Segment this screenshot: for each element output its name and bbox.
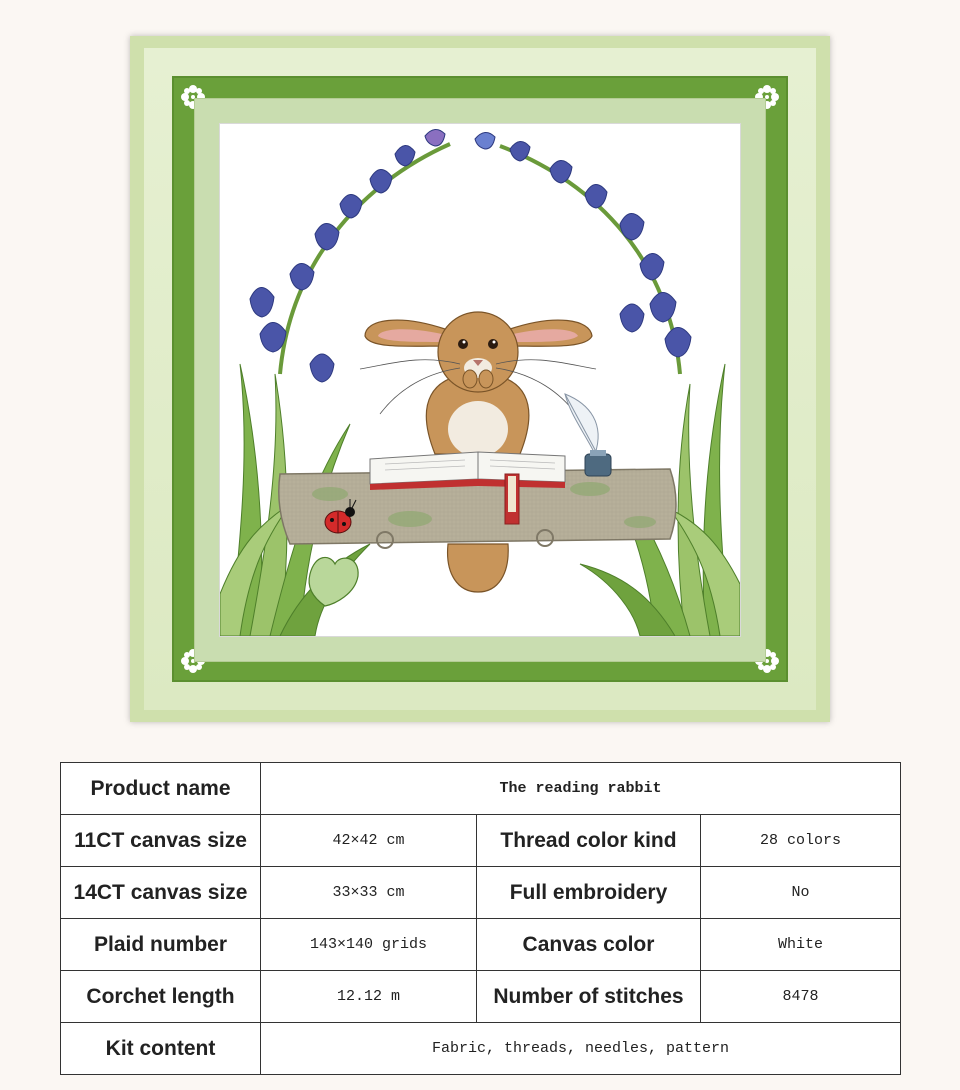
canvas-color-label: Canvas color	[477, 919, 701, 971]
table-row	[61, 763, 901, 815]
ivy-leaf	[309, 557, 358, 606]
inner-mat	[194, 98, 766, 662]
kit-content-value: Fabric, threads, needles, pattern	[261, 1023, 901, 1075]
plaid-number-label: Plaid number	[61, 919, 261, 971]
thread-color-label: Thread color kind	[477, 815, 701, 867]
full-embroidery-value: No	[701, 867, 901, 919]
canvas-14ct-value: 33×33 cm	[261, 867, 477, 919]
corchet-length-value: 12.12 m	[261, 971, 477, 1023]
picture-frame	[130, 36, 830, 722]
product-spec-table	[60, 762, 901, 1075]
canvas-14ct-label: 14CT canvas size	[61, 867, 261, 919]
table-row	[61, 919, 901, 971]
kit-content-label: Kit content	[61, 1023, 261, 1075]
product-name-label: Product name	[61, 763, 261, 815]
thread-color-value: 28 colors	[701, 815, 901, 867]
table-row	[61, 867, 901, 919]
stitches-value: 8478	[701, 971, 901, 1023]
cross-stitch-canvas	[220, 124, 740, 636]
canvas-color-value: White	[701, 919, 901, 971]
stitches-label: Number of stitches	[477, 971, 701, 1023]
canvas-11ct-value: 42×42 cm	[261, 815, 477, 867]
table-row	[61, 815, 901, 867]
table-row	[61, 971, 901, 1023]
product-name-value: The reading rabbit	[261, 763, 901, 815]
full-embroidery-label: Full embroidery	[477, 867, 701, 919]
corchet-length-label: Corchet length	[61, 971, 261, 1023]
green-mat	[172, 76, 788, 682]
rabbit-artwork-image	[220, 124, 740, 636]
canvas-11ct-label: 11CT canvas size	[61, 815, 261, 867]
quill-and-inkwell	[565, 394, 611, 476]
plaid-number-value: 143×140 grids	[261, 919, 477, 971]
table-row	[61, 1023, 901, 1075]
